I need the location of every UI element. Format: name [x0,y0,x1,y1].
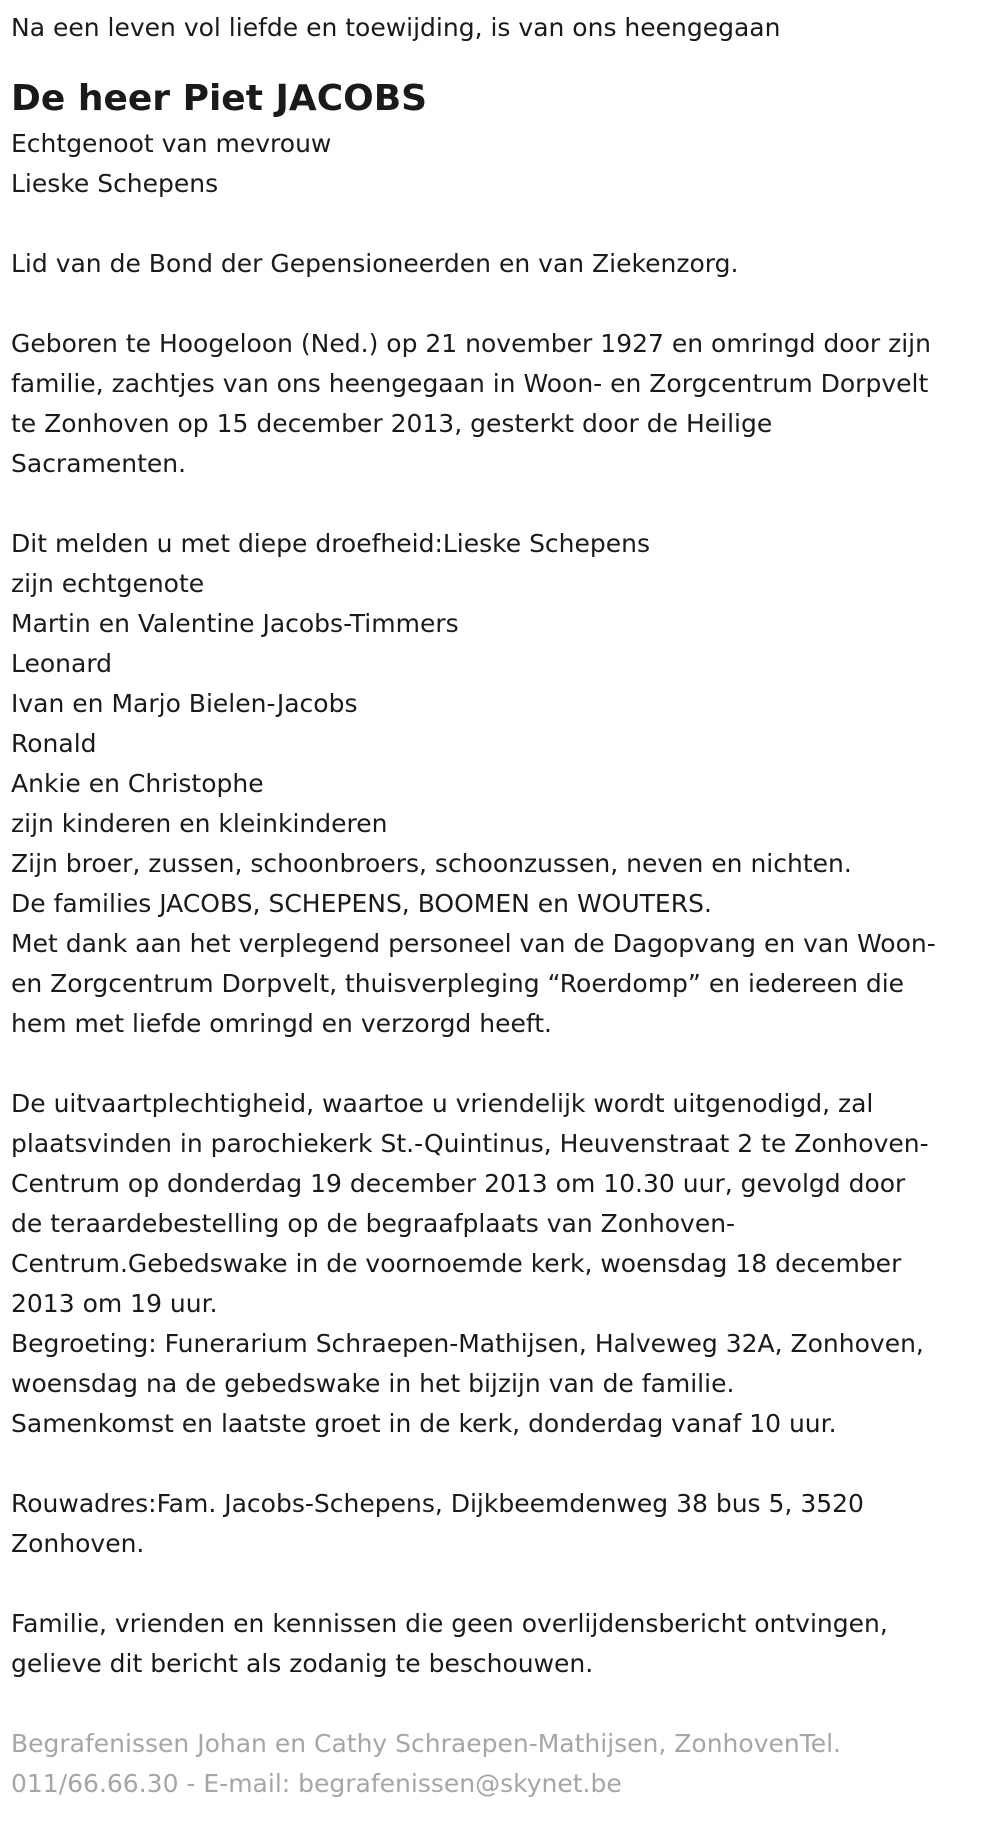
birth-death-line: te Zonhoven op 15 december 2013, gesterkt door de Heilige [11,409,773,438]
birth-death-line: familie, zachtjes van ons heengegaan in Woon- en Zorgcentrum Dorpvelt [11,369,929,398]
funeral-line: 2013 om 19 uur. [11,1289,218,1318]
paragraph-gap [11,1564,1000,1604]
funeral-line: woensdag na de gebedswake in het bijzijn van de familie. [11,1369,735,1398]
footer-line: 011/66.66.30 - E-mail: begrafenissen@skynet.be [11,1769,622,1798]
family-line: zijn kinderen en kleinkinderen [11,809,388,838]
paragraph-gap [11,204,1000,244]
footer-line: Begrafenissen Johan en Cathy Schraepen-Mathijsen, ZonhovenTel. [11,1729,842,1758]
spouse-line: Lieske Schepens [11,169,219,198]
spouse-line: Echtgenoot van mevrouw [11,129,332,158]
family-line: zijn echtgenote [11,569,205,598]
notice-line: Familie, vrienden en kennissen die geen overlijdensbericht ontvingen, [11,1609,888,1638]
family-line: Dit melden u met diepe droefheid:Lieske Schepens [11,529,651,558]
family-line: Ankie en Christophe [11,769,264,798]
family-line: De families JACOBS, SCHEPENS, BOOMEN en WOUTERS. [11,889,712,918]
address-section [11,1484,1000,1564]
birth-death-line: Sacramenten. [11,449,187,478]
funeral-director-footer [11,1724,1000,1804]
deceased-name: De heer Piet JACOBS [11,78,428,119]
family-line: Ivan en Marjo Bielen-Jacobs [11,689,358,718]
funeral-line: De uitvaartplechtigheid, waartoe u vriendelijk wordt uitgenodigd, zal [11,1089,874,1118]
funeral-line: Samenkomst en laatste groet in de kerk, donderdag vanaf 10 uur. [11,1409,837,1438]
paragraph-gap [11,1444,1000,1484]
spouse-section [11,124,1000,204]
notice-line: gelieve dit bericht als zodanig te beschouwen. [11,1649,594,1678]
intro-text: Na een leven vol liefde en toewijding, is van ons heengegaan [11,13,781,42]
paragraph-gap [11,484,1000,524]
funeral-line: de teraardebestelling op de begraafplaats van Zonhoven- [11,1209,736,1238]
family-line: Leonard [11,649,113,678]
paragraph-gap [11,1044,1000,1084]
funeral-line: Begroeting: Funerarium Schraepen-Mathijsen, Halveweg 32A, Zonhoven, [11,1329,924,1358]
funeral-section [11,1084,1000,1444]
membership-text: Lid van de Bond der Gepensioneerden en van Ziekenzorg. [11,249,739,278]
paragraph-gap [11,1684,1000,1724]
notice-section [11,1604,1000,1684]
family-line: Zijn broer, zussen, schoonbroers, schoonzussen, neven en nichten. [11,849,852,878]
birth-death-line: Geboren te Hoogeloon (Ned.) op 21 november 1927 en omringd door zijn [11,329,931,358]
family-line: Met dank aan het verplegend personeel van de Dagopvang en van Woon- [11,929,936,958]
family-line: hem met liefde omringd en verzorgd heeft. [11,1009,552,1038]
family-line: en Zorgcentrum Dorpvelt, thuisverpleging “Roerdomp” en iedereen die [11,969,905,998]
birth-death-section [11,324,1000,484]
family-section [11,524,1000,1044]
funeral-line: Centrum op donderdag 19 december 2013 om 10.30 uur, gevolgd door [11,1169,906,1198]
funeral-line: plaatsvinden in parochiekerk St.-Quintinus, Heuvenstraat 2 te Zonhoven- [11,1129,929,1158]
address-line: Zonhoven. [11,1529,145,1558]
address-line: Rouwadres:Fam. Jacobs-Schepens, Dijkbeemdenweg 38 bus 5, 3520 [11,1489,864,1518]
funeral-line: Centrum.Gebedswake in de voornoemde kerk, woensdag 18 december [11,1249,902,1278]
paragraph-gap [11,284,1000,324]
family-line: Ronald [11,729,97,758]
family-line: Martin en Valentine Jacobs-Timmers [11,609,459,638]
